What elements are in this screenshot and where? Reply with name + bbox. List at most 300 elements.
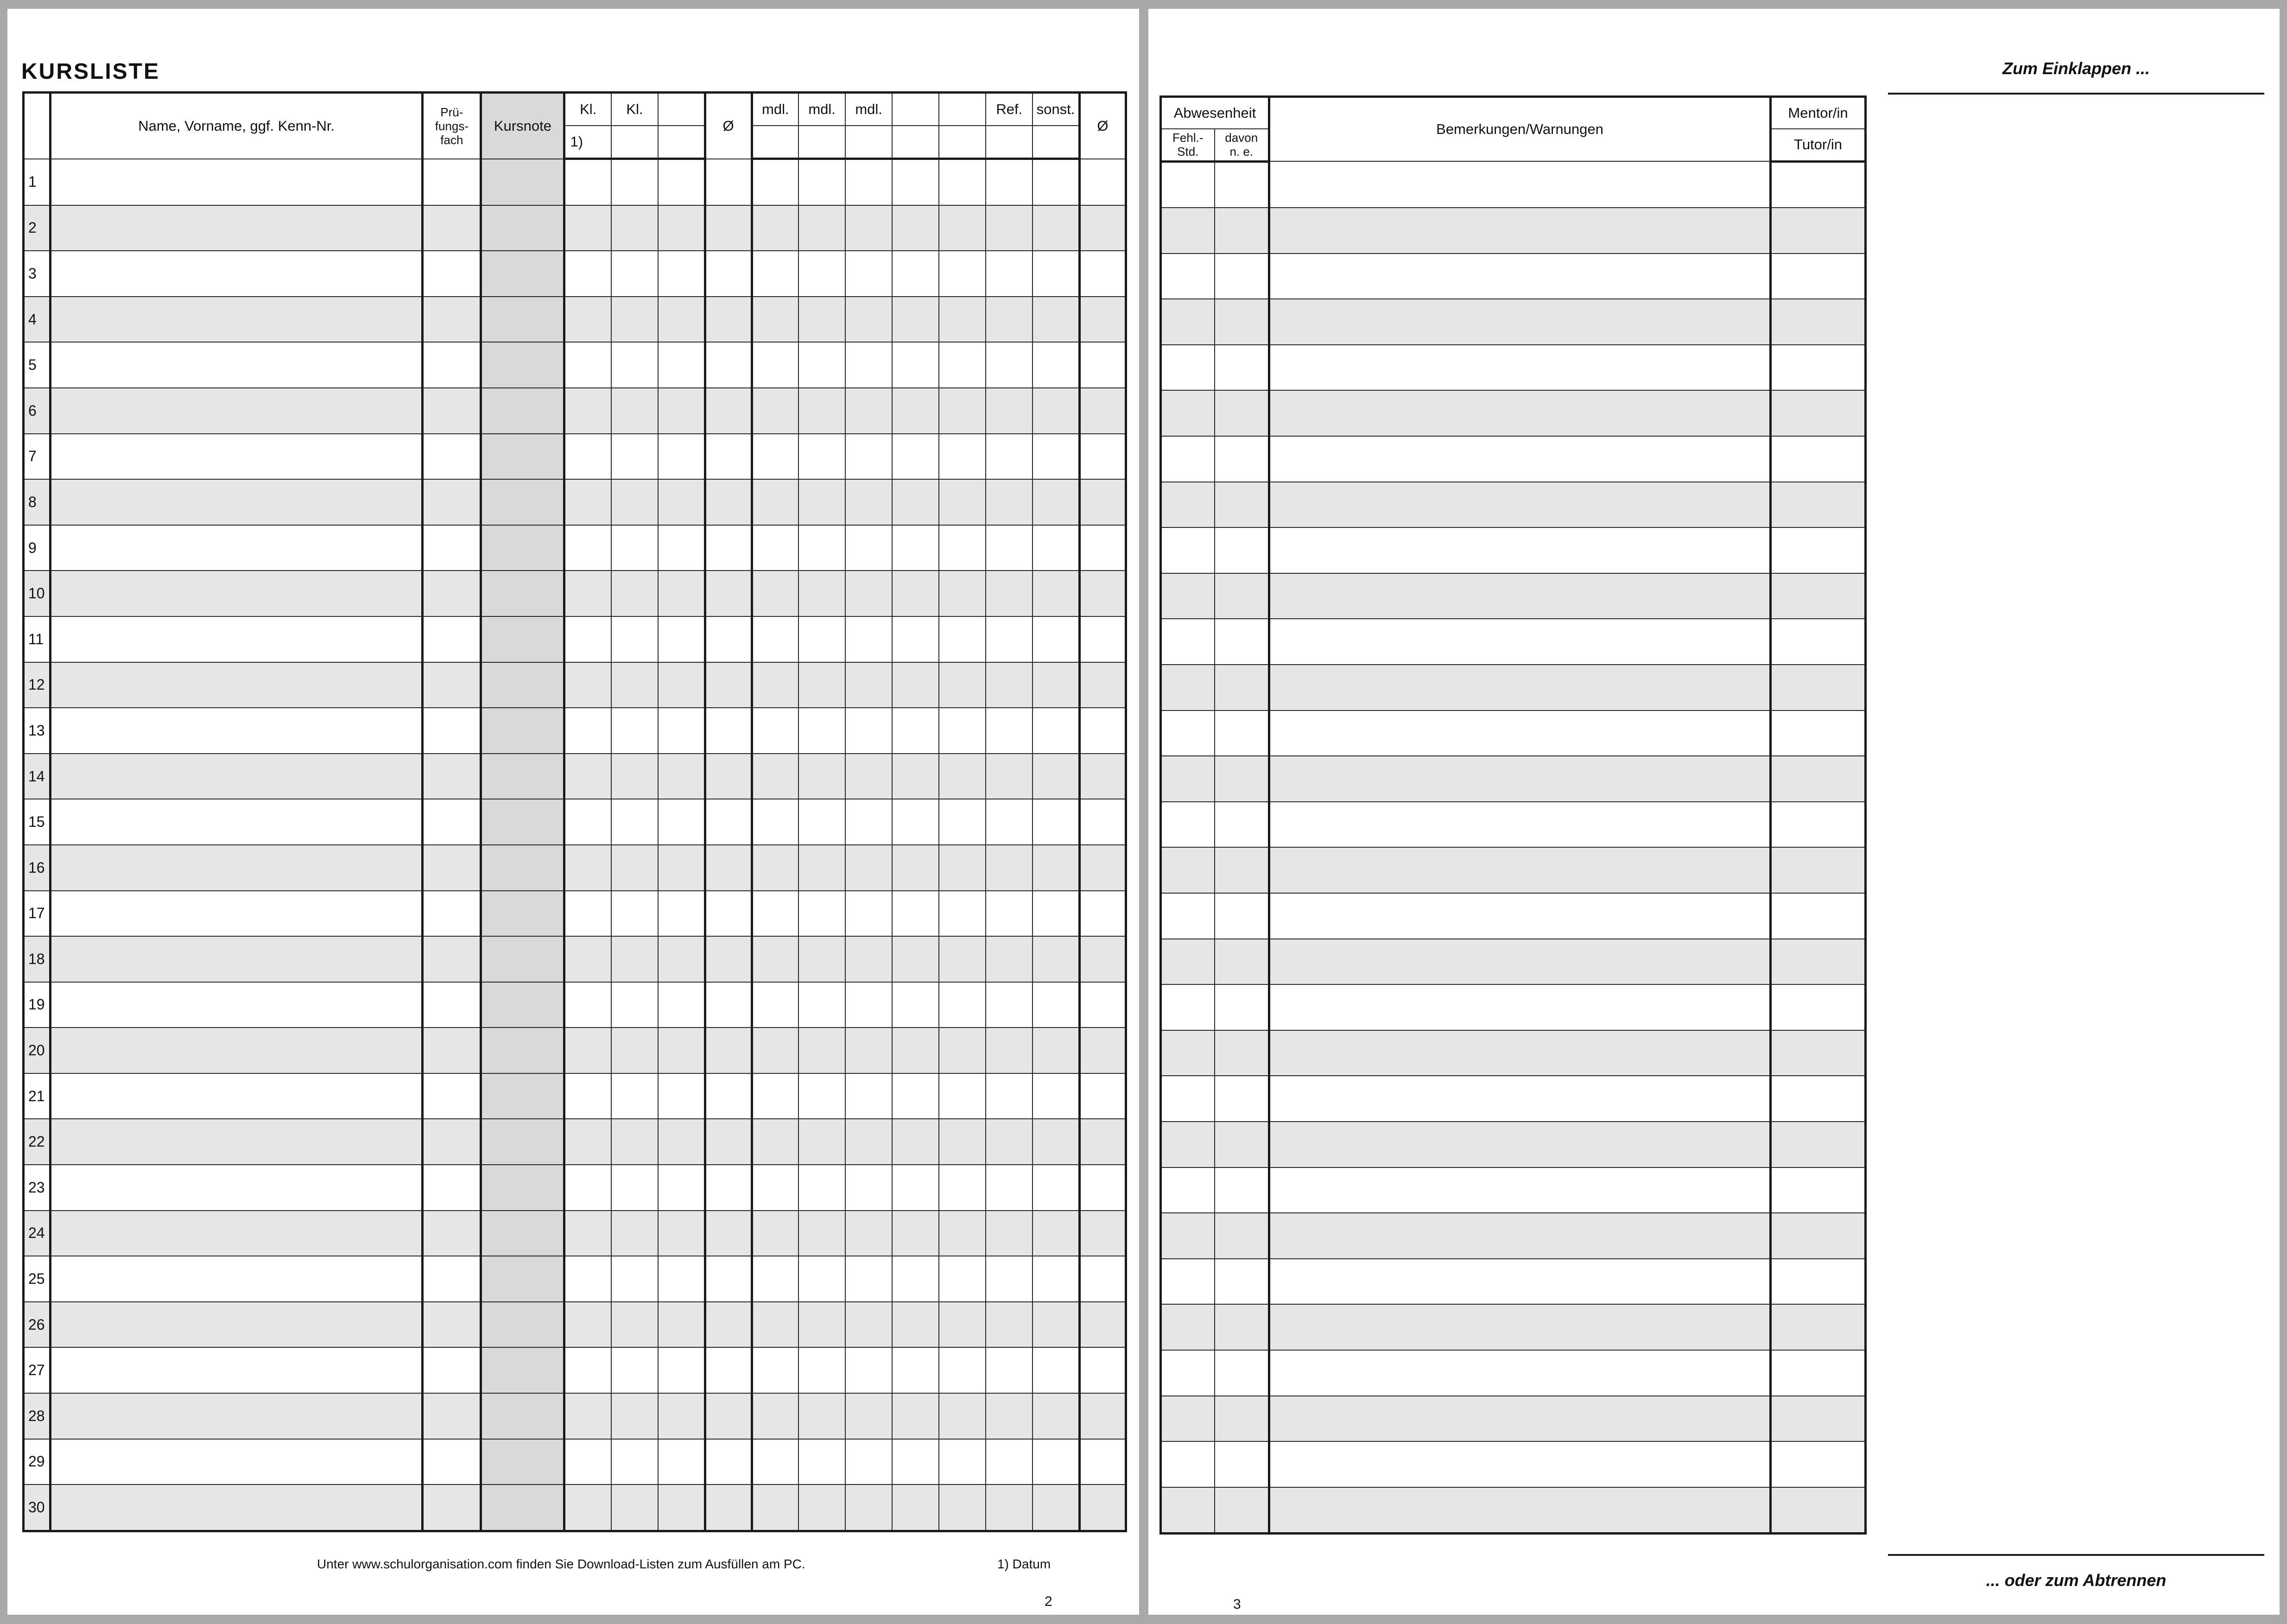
grade-cell[interactable]: [798, 434, 845, 480]
grade-cell[interactable]: [939, 1119, 986, 1165]
grade-cell[interactable]: [611, 479, 658, 525]
grade-cell[interactable]: [798, 205, 845, 251]
grade-cell[interactable]: [423, 754, 481, 799]
grade-cell[interactable]: [705, 1484, 752, 1531]
grade-cell[interactable]: [611, 205, 658, 251]
fehl-std-cell[interactable]: [1161, 1167, 1215, 1213]
name-cell[interactable]: [51, 662, 423, 708]
davon-ne-cell[interactable]: [1215, 984, 1269, 1030]
name-cell[interactable]: [51, 845, 423, 891]
grade-cell[interactable]: [939, 754, 986, 799]
kursnote-cell[interactable]: [481, 1165, 564, 1211]
grade-cell[interactable]: [658, 525, 705, 571]
grade-cell[interactable]: [939, 205, 986, 251]
grade-cell[interactable]: [1079, 1256, 1126, 1302]
grade-cell[interactable]: [705, 799, 752, 845]
name-cell[interactable]: [51, 388, 423, 434]
grade-cell[interactable]: [611, 571, 658, 616]
kursnote-cell[interactable]: [481, 297, 564, 343]
grade-cell[interactable]: [892, 205, 939, 251]
grade-cell[interactable]: [892, 754, 939, 799]
grade-cell[interactable]: [658, 1256, 705, 1302]
grade-cell[interactable]: [1033, 754, 1079, 799]
grade-cell[interactable]: [892, 479, 939, 525]
davon-ne-cell[interactable]: [1215, 1030, 1269, 1076]
grade-cell[interactable]: [845, 616, 892, 662]
grade-cell[interactable]: [611, 342, 658, 388]
mentor-tutor-cell[interactable]: [1771, 1122, 1866, 1167]
grade-cell[interactable]: [892, 891, 939, 937]
fehl-std-cell[interactable]: [1161, 1396, 1215, 1442]
grade-cell[interactable]: [939, 1393, 986, 1439]
grade-cell[interactable]: [564, 754, 611, 799]
grade-cell[interactable]: [892, 1439, 939, 1485]
fehl-std-cell[interactable]: [1161, 299, 1215, 345]
mentor-tutor-cell[interactable]: [1771, 299, 1866, 345]
grade-cell[interactable]: [705, 662, 752, 708]
name-cell[interactable]: [51, 1484, 423, 1531]
grade-cell[interactable]: [986, 434, 1033, 480]
mentor-tutor-cell[interactable]: [1771, 1259, 1866, 1305]
grade-cell[interactable]: [752, 571, 798, 616]
grade-cell[interactable]: [611, 525, 658, 571]
grade-cell[interactable]: [423, 1073, 481, 1119]
grade-cell[interactable]: [845, 891, 892, 937]
grade-cell[interactable]: [892, 525, 939, 571]
grade-cell[interactable]: [1079, 662, 1126, 708]
grade-cell[interactable]: [611, 1302, 658, 1348]
bemerkungen-cell[interactable]: [1269, 1122, 1771, 1167]
kursnote-cell[interactable]: [481, 754, 564, 799]
grade-cell[interactable]: [1079, 616, 1126, 662]
grade-cell[interactable]: [845, 342, 892, 388]
name-cell[interactable]: [51, 982, 423, 1028]
bemerkungen-cell[interactable]: [1269, 482, 1771, 528]
grade-cell[interactable]: [939, 1347, 986, 1393]
grade-cell[interactable]: [798, 662, 845, 708]
mentor-tutor-cell[interactable]: [1771, 710, 1866, 756]
grade-cell[interactable]: [658, 891, 705, 937]
mentor-tutor-cell[interactable]: [1771, 984, 1866, 1030]
grade-cell[interactable]: [564, 205, 611, 251]
davon-ne-cell[interactable]: [1215, 161, 1269, 208]
grade-cell[interactable]: [1033, 571, 1079, 616]
grade-cell[interactable]: [892, 1119, 939, 1165]
grade-cell[interactable]: [986, 1028, 1033, 1073]
grade-cell[interactable]: [986, 616, 1033, 662]
grade-cell[interactable]: [564, 891, 611, 937]
grade-cell[interactable]: [798, 1347, 845, 1393]
grade-cell[interactable]: [752, 388, 798, 434]
grade-cell[interactable]: [1033, 1393, 1079, 1439]
grade-cell[interactable]: [564, 1484, 611, 1531]
grade-cell[interactable]: [845, 205, 892, 251]
grade-cell[interactable]: [564, 799, 611, 845]
grade-cell[interactable]: [986, 1302, 1033, 1348]
mentor-tutor-cell[interactable]: [1771, 1076, 1866, 1122]
grade-cell[interactable]: [564, 708, 611, 754]
grade-cell[interactable]: [798, 159, 845, 205]
mentor-tutor-cell[interactable]: [1771, 893, 1866, 939]
grade-cell[interactable]: [892, 616, 939, 662]
davon-ne-cell[interactable]: [1215, 1213, 1269, 1259]
grade-cell[interactable]: [892, 342, 939, 388]
grade-cell[interactable]: [892, 708, 939, 754]
grade-cell[interactable]: [611, 799, 658, 845]
grade-cell[interactable]: [1033, 205, 1079, 251]
bemerkungen-cell[interactable]: [1269, 756, 1771, 802]
grade-cell[interactable]: [611, 388, 658, 434]
grade-cell[interactable]: [658, 1073, 705, 1119]
bemerkungen-cell[interactable]: [1269, 1304, 1771, 1350]
grade-cell[interactable]: [705, 936, 752, 982]
bemerkungen-cell[interactable]: [1269, 893, 1771, 939]
grade-cell[interactable]: [986, 1211, 1033, 1256]
grade-cell[interactable]: [658, 1393, 705, 1439]
grade-cell[interactable]: [1079, 525, 1126, 571]
grade-cell[interactable]: [845, 479, 892, 525]
grade-cell[interactable]: [986, 342, 1033, 388]
davon-ne-cell[interactable]: [1215, 390, 1269, 436]
grade-cell[interactable]: [658, 1484, 705, 1531]
kursnote-cell[interactable]: [481, 891, 564, 937]
grade-cell[interactable]: [1079, 571, 1126, 616]
grade-cell[interactable]: [1033, 342, 1079, 388]
grade-cell[interactable]: [564, 1393, 611, 1439]
grade-cell[interactable]: [564, 616, 611, 662]
grade-cell[interactable]: [892, 251, 939, 297]
mentor-tutor-cell[interactable]: [1771, 1304, 1866, 1350]
fehl-std-cell[interactable]: [1161, 1487, 1215, 1534]
davon-ne-cell[interactable]: [1215, 482, 1269, 528]
grade-cell[interactable]: [892, 1393, 939, 1439]
fehl-std-cell[interactable]: [1161, 573, 1215, 619]
grade-cell[interactable]: [845, 1347, 892, 1393]
grade-cell[interactable]: [798, 936, 845, 982]
grade-cell[interactable]: [658, 342, 705, 388]
fehl-std-cell[interactable]: [1161, 1304, 1215, 1350]
grade-cell[interactable]: [752, 982, 798, 1028]
fehl-std-cell[interactable]: [1161, 482, 1215, 528]
grade-cell[interactable]: [986, 754, 1033, 799]
grade-cell[interactable]: [986, 479, 1033, 525]
grade-cell[interactable]: [705, 479, 752, 525]
name-cell[interactable]: [51, 1393, 423, 1439]
mentor-tutor-cell[interactable]: [1771, 1350, 1866, 1396]
grade-cell[interactable]: [939, 708, 986, 754]
grade-cell[interactable]: [705, 1211, 752, 1256]
name-cell[interactable]: [51, 754, 423, 799]
bemerkungen-cell[interactable]: [1269, 1259, 1771, 1305]
grade-cell[interactable]: [705, 1073, 752, 1119]
grade-cell[interactable]: [798, 1393, 845, 1439]
bemerkungen-cell[interactable]: [1269, 436, 1771, 482]
davon-ne-cell[interactable]: [1215, 710, 1269, 756]
grade-cell[interactable]: [798, 297, 845, 343]
grade-cell[interactable]: [658, 1028, 705, 1073]
grade-cell[interactable]: [705, 1393, 752, 1439]
grade-cell[interactable]: [423, 159, 481, 205]
grade-cell[interactable]: [1079, 1028, 1126, 1073]
davon-ne-cell[interactable]: [1215, 1167, 1269, 1213]
grade-cell[interactable]: [752, 479, 798, 525]
grade-cell[interactable]: [611, 1393, 658, 1439]
grade-cell[interactable]: [658, 1211, 705, 1256]
grade-cell[interactable]: [658, 251, 705, 297]
grade-cell[interactable]: [1033, 479, 1079, 525]
grade-cell[interactable]: [939, 936, 986, 982]
grade-cell[interactable]: [1079, 1165, 1126, 1211]
kursnote-cell[interactable]: [481, 479, 564, 525]
fehl-std-cell[interactable]: [1161, 208, 1215, 254]
davon-ne-cell[interactable]: [1215, 345, 1269, 391]
grade-cell[interactable]: [1079, 1073, 1126, 1119]
grade-cell[interactable]: [423, 1393, 481, 1439]
grade-cell[interactable]: [658, 159, 705, 205]
grade-cell[interactable]: [423, 251, 481, 297]
grade-cell[interactable]: [423, 891, 481, 937]
grade-cell[interactable]: [845, 1302, 892, 1348]
grade-cell[interactable]: [658, 1302, 705, 1348]
grade-cell[interactable]: [892, 662, 939, 708]
kursnote-cell[interactable]: [481, 388, 564, 434]
grade-cell[interactable]: [752, 1302, 798, 1348]
grade-cell[interactable]: [1079, 845, 1126, 891]
davon-ne-cell[interactable]: [1215, 1396, 1269, 1442]
davon-ne-cell[interactable]: [1215, 436, 1269, 482]
grade-cell[interactable]: [892, 845, 939, 891]
davon-ne-cell[interactable]: [1215, 665, 1269, 710]
grade-cell[interactable]: [845, 708, 892, 754]
grade-cell[interactable]: [1079, 159, 1126, 205]
grade-cell[interactable]: [611, 297, 658, 343]
grade-cell[interactable]: [564, 479, 611, 525]
grade-cell[interactable]: [845, 297, 892, 343]
grade-cell[interactable]: [986, 525, 1033, 571]
grade-cell[interactable]: [1079, 297, 1126, 343]
grade-cell[interactable]: [705, 708, 752, 754]
grade-cell[interactable]: [845, 1119, 892, 1165]
grade-cell[interactable]: [1033, 1484, 1079, 1531]
grade-cell[interactable]: [564, 1073, 611, 1119]
grade-cell[interactable]: [752, 616, 798, 662]
davon-ne-cell[interactable]: [1215, 756, 1269, 802]
grade-cell[interactable]: [658, 708, 705, 754]
grade-cell[interactable]: [658, 571, 705, 616]
grade-cell[interactable]: [845, 1028, 892, 1073]
grade-cell[interactable]: [564, 1119, 611, 1165]
grade-cell[interactable]: [1033, 1302, 1079, 1348]
grade-cell[interactable]: [1033, 708, 1079, 754]
grade-cell[interactable]: [423, 434, 481, 480]
grade-cell[interactable]: [986, 1165, 1033, 1211]
grade-cell[interactable]: [611, 754, 658, 799]
grade-cell[interactable]: [1033, 662, 1079, 708]
grade-cell[interactable]: [752, 1439, 798, 1485]
name-cell[interactable]: [51, 1302, 423, 1348]
bemerkungen-cell[interactable]: [1269, 345, 1771, 391]
grade-cell[interactable]: [845, 1073, 892, 1119]
kursnote-cell[interactable]: [481, 1347, 564, 1393]
grade-cell[interactable]: [705, 754, 752, 799]
grade-cell[interactable]: [423, 616, 481, 662]
grade-cell[interactable]: [1079, 708, 1126, 754]
grade-cell[interactable]: [798, 982, 845, 1028]
fehl-std-cell[interactable]: [1161, 161, 1215, 208]
davon-ne-cell[interactable]: [1215, 847, 1269, 893]
name-cell[interactable]: [51, 297, 423, 343]
grade-cell[interactable]: [705, 571, 752, 616]
grade-cell[interactable]: [564, 1028, 611, 1073]
grade-cell[interactable]: [986, 251, 1033, 297]
grade-cell[interactable]: [845, 936, 892, 982]
grade-cell[interactable]: [564, 1439, 611, 1485]
grade-cell[interactable]: [986, 1119, 1033, 1165]
fehl-std-cell[interactable]: [1161, 1122, 1215, 1167]
kursnote-cell[interactable]: [481, 708, 564, 754]
grade-cell[interactable]: [986, 571, 1033, 616]
davon-ne-cell[interactable]: [1215, 208, 1269, 254]
grade-cell[interactable]: [798, 1165, 845, 1211]
grade-cell[interactable]: [611, 662, 658, 708]
name-cell[interactable]: [51, 479, 423, 525]
grade-cell[interactable]: [798, 388, 845, 434]
grade-cell[interactable]: [1079, 936, 1126, 982]
grade-cell[interactable]: [798, 616, 845, 662]
davon-ne-cell[interactable]: [1215, 254, 1269, 299]
grade-cell[interactable]: [939, 251, 986, 297]
fehl-std-cell[interactable]: [1161, 665, 1215, 710]
grade-cell[interactable]: [658, 297, 705, 343]
grade-cell[interactable]: [658, 982, 705, 1028]
grade-cell[interactable]: [658, 1165, 705, 1211]
mentor-tutor-cell[interactable]: [1771, 1030, 1866, 1076]
grade-cell[interactable]: [1033, 251, 1079, 297]
grade-cell[interactable]: [611, 251, 658, 297]
grade-cell[interactable]: [423, 982, 481, 1028]
grade-cell[interactable]: [423, 799, 481, 845]
grade-cell[interactable]: [1033, 297, 1079, 343]
grade-cell[interactable]: [423, 708, 481, 754]
kursnote-cell[interactable]: [481, 434, 564, 480]
grade-cell[interactable]: [986, 891, 1033, 937]
grade-cell[interactable]: [705, 1256, 752, 1302]
bemerkungen-cell[interactable]: [1269, 1030, 1771, 1076]
bemerkungen-cell[interactable]: [1269, 984, 1771, 1030]
grade-cell[interactable]: [752, 799, 798, 845]
grade-cell[interactable]: [798, 1484, 845, 1531]
kursnote-cell[interactable]: [481, 616, 564, 662]
grade-cell[interactable]: [752, 845, 798, 891]
grade-cell[interactable]: [564, 1302, 611, 1348]
fehl-std-cell[interactable]: [1161, 984, 1215, 1030]
name-cell[interactable]: [51, 434, 423, 480]
bemerkungen-cell[interactable]: [1269, 1213, 1771, 1259]
grade-cell[interactable]: [892, 1302, 939, 1348]
mentor-tutor-cell[interactable]: [1771, 161, 1866, 208]
grade-cell[interactable]: [752, 159, 798, 205]
grade-cell[interactable]: [892, 434, 939, 480]
grade-cell[interactable]: [798, 1119, 845, 1165]
grade-cell[interactable]: [611, 1165, 658, 1211]
fehl-std-cell[interactable]: [1161, 390, 1215, 436]
grade-cell[interactable]: [892, 297, 939, 343]
fehl-std-cell[interactable]: [1161, 847, 1215, 893]
grade-cell[interactable]: [1079, 479, 1126, 525]
bemerkungen-cell[interactable]: [1269, 1076, 1771, 1122]
grade-cell[interactable]: [939, 1211, 986, 1256]
grade-cell[interactable]: [986, 1393, 1033, 1439]
grade-cell[interactable]: [611, 708, 658, 754]
grade-cell[interactable]: [658, 479, 705, 525]
mentor-tutor-cell[interactable]: [1771, 436, 1866, 482]
grade-cell[interactable]: [798, 799, 845, 845]
grade-cell[interactable]: [845, 1393, 892, 1439]
grade-cell[interactable]: [564, 525, 611, 571]
grade-cell[interactable]: [564, 159, 611, 205]
grade-cell[interactable]: [798, 571, 845, 616]
grade-cell[interactable]: [705, 1302, 752, 1348]
grade-cell[interactable]: [423, 936, 481, 982]
grade-cell[interactable]: [564, 251, 611, 297]
bemerkungen-cell[interactable]: [1269, 665, 1771, 710]
grade-cell[interactable]: [705, 1119, 752, 1165]
name-cell[interactable]: [51, 708, 423, 754]
name-cell[interactable]: [51, 525, 423, 571]
davon-ne-cell[interactable]: [1215, 1304, 1269, 1350]
grade-cell[interactable]: [423, 1347, 481, 1393]
grade-cell[interactable]: [1033, 1028, 1079, 1073]
grade-cell[interactable]: [658, 1119, 705, 1165]
davon-ne-cell[interactable]: [1215, 802, 1269, 848]
grade-cell[interactable]: [1033, 525, 1079, 571]
grade-cell[interactable]: [564, 662, 611, 708]
grade-cell[interactable]: [423, 479, 481, 525]
grade-cell[interactable]: [939, 388, 986, 434]
kursnote-cell[interactable]: [481, 342, 564, 388]
grade-cell[interactable]: [892, 571, 939, 616]
grade-cell[interactable]: [752, 1028, 798, 1073]
bemerkungen-cell[interactable]: [1269, 847, 1771, 893]
grade-cell[interactable]: [752, 251, 798, 297]
grade-cell[interactable]: [752, 1347, 798, 1393]
grade-cell[interactable]: [798, 251, 845, 297]
grade-cell[interactable]: [986, 1256, 1033, 1302]
grade-cell[interactable]: [423, 1256, 481, 1302]
mentor-tutor-cell[interactable]: [1771, 619, 1866, 665]
grade-cell[interactable]: [1079, 388, 1126, 434]
grade-cell[interactable]: [1079, 754, 1126, 799]
name-cell[interactable]: [51, 342, 423, 388]
bemerkungen-cell[interactable]: [1269, 390, 1771, 436]
grade-cell[interactable]: [423, 571, 481, 616]
fehl-std-cell[interactable]: [1161, 1259, 1215, 1305]
name-cell[interactable]: [51, 571, 423, 616]
grade-cell[interactable]: [892, 1073, 939, 1119]
kursnote-cell[interactable]: [481, 1256, 564, 1302]
grade-cell[interactable]: [1079, 1211, 1126, 1256]
grade-cell[interactable]: [611, 936, 658, 982]
grade-cell[interactable]: [798, 1439, 845, 1485]
grade-cell[interactable]: [986, 388, 1033, 434]
davon-ne-cell[interactable]: [1215, 1122, 1269, 1167]
davon-ne-cell[interactable]: [1215, 1487, 1269, 1534]
kursnote-cell[interactable]: [481, 982, 564, 1028]
grade-cell[interactable]: [845, 159, 892, 205]
grade-cell[interactable]: [658, 434, 705, 480]
grade-cell[interactable]: [752, 1165, 798, 1211]
grade-cell[interactable]: [611, 434, 658, 480]
